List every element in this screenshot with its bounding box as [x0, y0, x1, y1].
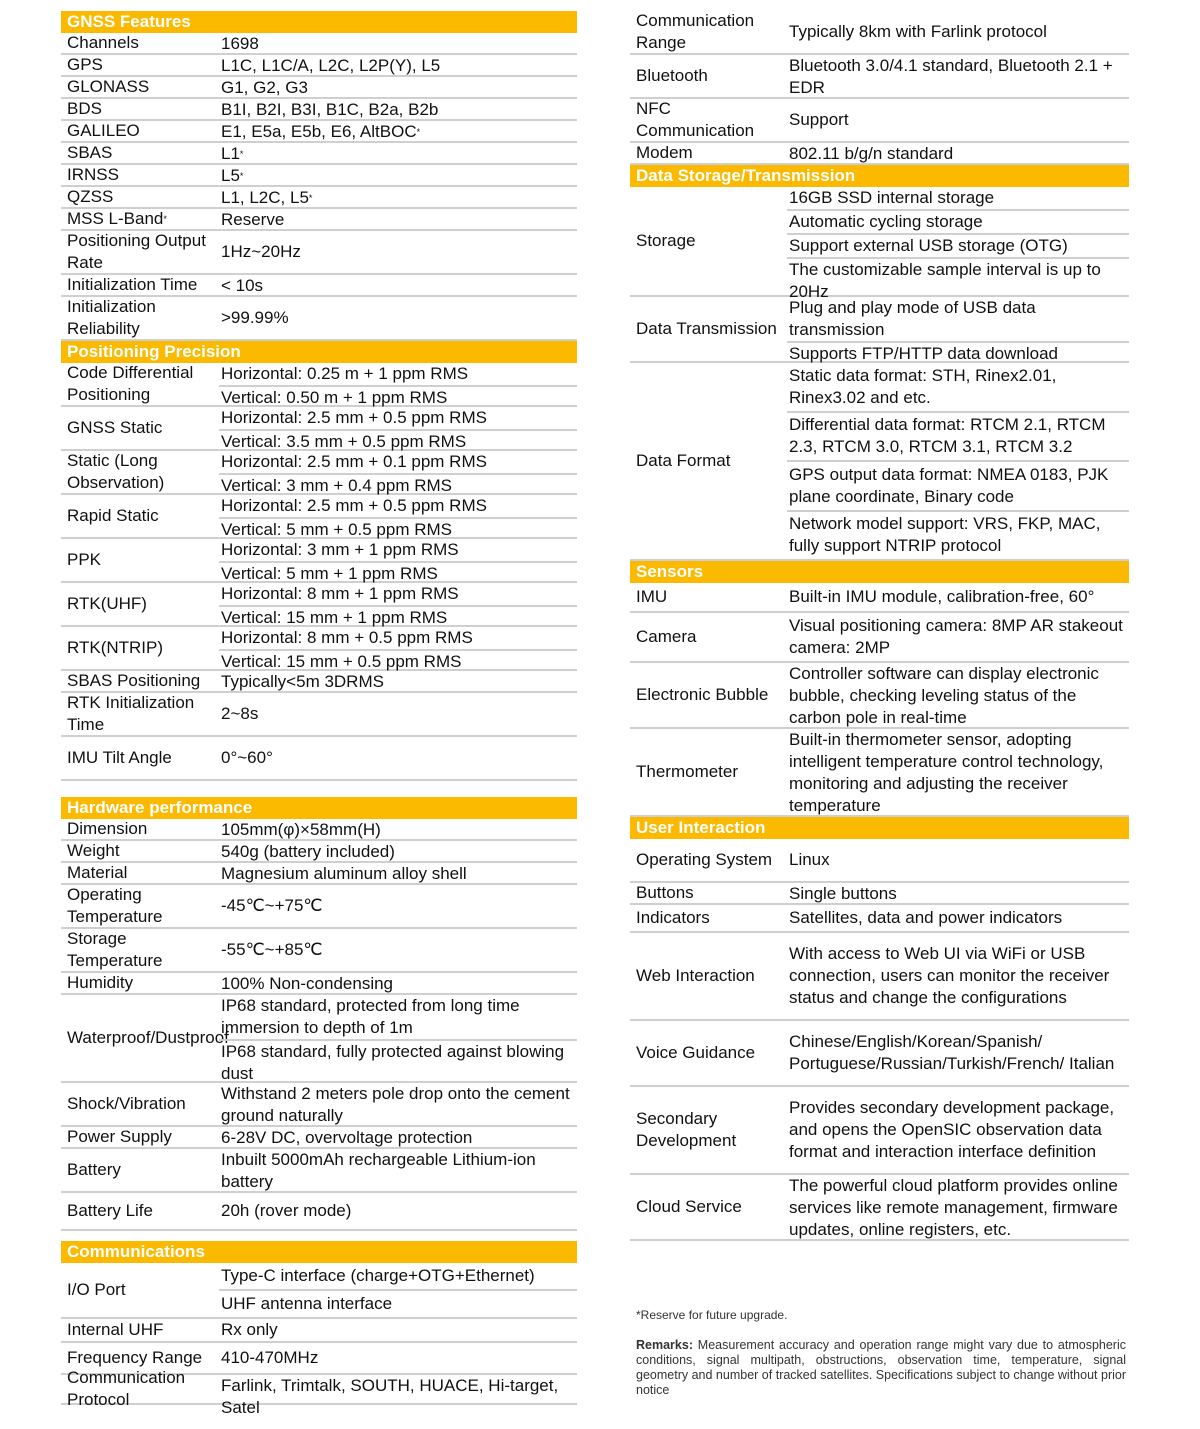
spec-row: [61, 995, 577, 1083]
spec-value: Provides secondary development package, and opens the OpenSIC observation data format and interaction interface definition: [789, 1098, 1115, 1161]
spec-row: [61, 539, 577, 583]
spec-value: 410-470MHz: [221, 1348, 319, 1367]
spec-value: Horizontal: 8 mm + 0.5 ppm RMS: [221, 628, 473, 647]
spec-label: GLONASS: [67, 77, 150, 96]
spec-row: [630, 583, 1129, 613]
remarks: [636, 1338, 1126, 1398]
spec-label: I/O Port: [67, 1280, 126, 1299]
spec-row: [630, 187, 1129, 301]
spec-row: [61, 33, 577, 55]
spec-label: NFC Communication: [636, 99, 755, 140]
spec-row: [61, 693, 577, 737]
spec-label: IMU Tilt Angle: [67, 748, 172, 767]
spec-label: QZSS: [67, 187, 114, 206]
spec-value: Differential data format: RTCM 2.1, RTCM 2.3, RTCM 3.0, RTCM 3.1, RTCM 3.2: [787, 411, 1129, 461]
spec-row: [61, 297, 577, 341]
spec-row: [61, 451, 577, 495]
spec-value: Horizontal: 2.5 mm + 0.5 ppm RMS: [221, 496, 487, 515]
spec-label: Code Differential Positioning: [67, 363, 194, 404]
spec-row: [630, 363, 1129, 561]
spec-row: [61, 495, 577, 539]
spec-value: GPS output data format: NMEA 0183, PJK plane coordinate, Binary code: [787, 460, 1129, 510]
spec-row: [61, 77, 577, 99]
spec-value: Built-in thermometer sensor, adopting intelligent temperature control technology, monitoring and adjusting the receiver temperature: [789, 730, 1104, 815]
spec-row: [630, 613, 1129, 663]
spec-label: Power Supply: [67, 1127, 172, 1146]
spec-row: [61, 1127, 577, 1149]
remarks-label: Remarks:: [636, 1338, 693, 1352]
spec-value: Vertical: 0.50 m + 1 ppm RMS: [219, 385, 577, 409]
spec-value: Linux: [789, 850, 830, 869]
spec-row: [61, 1149, 577, 1193]
spec-row: [630, 663, 1129, 729]
spec-label: Web Interaction: [636, 966, 755, 985]
spec-value: 0°~60°: [221, 748, 273, 767]
spec-row: [61, 231, 577, 275]
spec-label: Battery Life: [67, 1201, 153, 1220]
spec-value: Automatic cycling storage: [787, 209, 1129, 233]
spec-label: Voice Guidance: [636, 1043, 756, 1062]
spec-value: Vertical: 3.5 mm + 0.5 ppm RMS: [219, 429, 577, 453]
spec-row: [61, 885, 577, 929]
spec-row: [61, 121, 577, 143]
spec-value: < 10s: [221, 276, 264, 295]
footnote: *Reserve for future upgrade.: [636, 1308, 788, 1322]
spec-row: [61, 863, 577, 885]
spec-value: Supports FTP/HTTP data download: [787, 341, 1129, 365]
right-column: [630, 11, 1129, 1241]
spec-value: 802.11 b/g/n standard: [789, 144, 954, 163]
spec-row: [61, 187, 577, 209]
spec-label: MSS L-Band *: [67, 209, 167, 228]
spec-value: Reserve: [221, 210, 285, 229]
spec-value: Vertical: 3 mm + 0.4 ppm RMS: [219, 473, 577, 497]
spec-value: 1698: [221, 34, 259, 53]
spec-row: [630, 905, 1129, 933]
remarks-text: Measurement accuracy and operation range might vary due to atmospheric conditions, signal multipath, obstructions, observation time, temperature, signal geometry and number of tracked satellites. Specifications subject to change without prior notice: [636, 1338, 1126, 1397]
spec-label: Data Format: [636, 451, 731, 470]
spec-value: Vertical: 15 mm + 0.5 ppm RMS: [219, 649, 577, 673]
spec-value: Farlink, Trimtalk, SOUTH, HUACE, Hi-target, Satel: [221, 1376, 559, 1417]
spec-row: [630, 729, 1129, 817]
spec-row: [61, 929, 577, 973]
spec-value: Vertical: 5 mm + 0.5 ppm RMS: [219, 517, 577, 541]
spec-value: Support external USB storage (OTG): [787, 233, 1129, 257]
spec-value: Chinese/English/Korean/Spanish/ Portuguese/Russian/Turkish/French/ Italian: [789, 1032, 1115, 1073]
spec-label: Data Transmission: [636, 319, 777, 338]
spec-label: Operating System: [636, 850, 773, 869]
spec-label: Material: [67, 863, 128, 882]
spec-label: Storage Temperature: [67, 929, 163, 970]
spec-value: Controller software can display electronic bubble, checking leveling status of the carbon pole in real-time: [789, 664, 1099, 727]
spec-row: [61, 1193, 577, 1231]
section-title: Positioning Precision: [61, 341, 577, 363]
spec-value: Network model support: VRS, FKP, MAC, fully support NTRIP protocol: [787, 510, 1129, 560]
spec-label: Operating Temperature: [67, 885, 163, 926]
spec-label: Dimension: [67, 819, 148, 838]
spec-value: 6-28V DC, overvoltage protection: [221, 1128, 473, 1147]
spec-label: RTK(NTRIP): [67, 638, 164, 657]
spec-value: 540g (battery included): [221, 842, 395, 861]
spec-label: Buttons: [636, 883, 694, 902]
spec-value: Horizontal: 2.5 mm + 0.5 ppm RMS: [221, 408, 487, 427]
spec-row: [61, 671, 577, 693]
spec-label: Humidity: [67, 973, 134, 992]
spec-value: L5 *: [221, 166, 244, 185]
spec-label: Initialization Reliability: [67, 297, 156, 338]
spec-value: Horizontal: 8 mm + 1 ppm RMS: [221, 584, 459, 603]
spec-value: The customizable sample interval is up to 20Hz: [787, 257, 1129, 303]
spec-row: [61, 143, 577, 165]
spec-value: Horizontal: 3 mm + 1 ppm RMS: [221, 540, 459, 559]
spec-row: [61, 407, 577, 451]
spec-label: SBAS Positioning: [67, 671, 201, 690]
spec-row: [630, 143, 1129, 165]
spec-value: The powerful cloud platform provides online services like remote management, firmware updates, online registers, etc.: [789, 1176, 1118, 1239]
spec-label: Rapid Static: [67, 506, 159, 525]
spec-value: With access to Web UI via WiFi or USB connection, users can monitor the receiver status and change the configurations: [789, 944, 1110, 1007]
spec-label: Positioning Output Rate: [67, 231, 206, 272]
spec-value: -55℃~+85℃: [221, 940, 323, 959]
section-title: Hardware performance: [61, 797, 577, 819]
left-column: [61, 11, 577, 1417]
spec-row: [630, 1175, 1129, 1241]
spec-value: Horizontal: 0.25 m + 1 ppm RMS: [221, 364, 469, 383]
spec-value: Single buttons: [789, 884, 897, 903]
spec-value: Type-C interface (charge+OTG+Ethernet): [221, 1266, 535, 1285]
spec-row: [61, 275, 577, 297]
spec-row: [630, 933, 1129, 1021]
spec-value: UHF antenna interface: [219, 1289, 577, 1317]
spec-row: [630, 55, 1129, 99]
spec-label: RTK Initialization Time: [67, 693, 195, 734]
spec-label: Indicators: [636, 908, 710, 927]
spec-value: IP68 standard, protected from long time immersion to depth of 1m: [221, 996, 520, 1037]
spec-label: Battery: [67, 1160, 121, 1179]
spec-value: Vertical: 5 mm + 1 ppm RMS: [219, 561, 577, 585]
spec-label: Modem: [636, 143, 693, 162]
spec-row: [630, 883, 1129, 905]
spec-value: Support: [789, 110, 849, 129]
spec-row: [61, 1263, 577, 1319]
spec-value: Typically 8km with Farlink protocol: [789, 22, 1047, 41]
spec-label: IMU: [636, 587, 668, 606]
spec-row: [630, 11, 1129, 55]
spec-value: 105mm(φ)×58mm(H): [221, 820, 381, 839]
spec-value: IP68 standard, fully protected against blowing dust: [219, 1039, 577, 1085]
section-title: Data Storage/Transmission: [630, 165, 1129, 187]
spec-value: L1 *: [221, 144, 244, 163]
spec-label: Frequency Range: [67, 1348, 203, 1367]
spec-label: Thermometer: [636, 762, 739, 781]
spec-value: 1Hz~20Hz: [221, 242, 301, 261]
spec-value: Horizontal: 2.5 mm + 0.1 ppm RMS: [221, 452, 487, 471]
spec-value: Visual positioning camera: 8MP AR stakeout camera: 2MP: [789, 616, 1123, 657]
spec-label: Storage: [636, 231, 696, 250]
spec-row: [61, 973, 577, 995]
spec-label: SBAS: [67, 143, 113, 162]
spec-row: [61, 55, 577, 77]
spec-value: Inbuilt 5000mAh rechargeable Lithium-ion battery: [221, 1150, 536, 1191]
spec-row: [61, 583, 577, 627]
spec-label: Bluetooth: [636, 66, 708, 85]
spec-value: >99.99%: [221, 308, 289, 327]
spec-row: [630, 1021, 1129, 1087]
spec-value: 100% Non-condensing: [221, 974, 394, 993]
section-title: GNSS Features: [61, 11, 577, 33]
spec-value: Vertical: 15 mm + 1 ppm RMS: [219, 605, 577, 629]
section-title: Communications: [61, 1241, 577, 1263]
spec-value: 20h (rover mode): [221, 1201, 352, 1220]
spec-value: L1, L2C, L5 *: [221, 188, 313, 207]
spec-label: Cloud Service: [636, 1197, 742, 1216]
spec-label: Communication Protocol: [67, 1368, 186, 1409]
spec-row: [630, 297, 1129, 363]
spec-row: [61, 99, 577, 121]
spec-value: 16GB SSD internal storage: [789, 188, 995, 207]
spec-label: Camera: [636, 627, 697, 646]
spec-label: GALILEO: [67, 121, 140, 140]
spec-row: [630, 1087, 1129, 1175]
spec-value: L1C, L1C/A, L2C, L2P(Y), L5: [221, 56, 441, 75]
spec-row: [61, 841, 577, 863]
spec-value: Rx only: [221, 1320, 278, 1339]
spec-label: Initialization Time: [67, 275, 198, 294]
spec-row: [61, 1319, 577, 1343]
spec-value: E1, E5a, E5b, E6, AltBOC *: [221, 122, 421, 141]
spec-row: [61, 165, 577, 187]
spec-row: [61, 737, 577, 781]
spec-row: [61, 209, 577, 231]
spec-value: Withstand 2 meters pole drop onto the cement ground naturally: [221, 1084, 570, 1125]
spec-value: Magnesium aluminum alloy shell: [221, 864, 467, 883]
spec-label: Communication Range: [636, 11, 755, 52]
spec-value: Bluetooth 3.0/4.1 standard, Bluetooth 2.1 + EDR: [789, 56, 1113, 97]
spec-label: Weight: [67, 841, 120, 860]
spec-value: Static data format: STH, Rinex2.01, Rinex3.02 and etc.: [789, 365, 1057, 407]
spec-row: [61, 819, 577, 841]
spec-label: BDS: [67, 99, 102, 118]
spec-label: Channels: [67, 33, 139, 52]
spec-value: Satellites, data and power indicators: [789, 908, 1063, 927]
spec-label: Waterproof/Dustproof: [67, 1028, 229, 1047]
spec-row: [630, 839, 1129, 883]
spec-value: Plug and play mode of USB data transmission: [789, 298, 1036, 339]
spec-label: IRNSS: [67, 165, 119, 184]
spec-row: [61, 363, 577, 407]
spec-label: PPK: [67, 550, 102, 569]
section-title: User Interaction: [630, 817, 1129, 839]
spec-value: -45℃~+75℃: [221, 896, 323, 915]
spec-value: Typically<5m 3DRMS: [221, 672, 384, 691]
spec-row: [61, 627, 577, 671]
spec-label: Internal UHF: [67, 1320, 164, 1339]
spec-row: [61, 1368, 577, 1417]
spec-value: B1I, B2I, B3I, B1C, B2a, B2b: [221, 100, 439, 119]
spec-value: 2~8s: [221, 704, 259, 723]
spec-label: Static (Long Observation): [67, 451, 165, 492]
section-title: Sensors: [630, 561, 1129, 583]
spec-value: Built-in IMU module, calibration-free, 60°: [789, 587, 1095, 606]
spec-label: RTK(UHF): [67, 594, 147, 613]
spec-value: G1, G2, G3: [221, 78, 308, 97]
spec-label: GPS: [67, 55, 103, 74]
spec-label: GNSS Static: [67, 418, 163, 437]
spec-row: [630, 99, 1129, 143]
spec-label: Secondary Development: [636, 1109, 737, 1150]
spec-label: Shock/Vibration: [67, 1094, 186, 1113]
spec-row: [61, 1083, 577, 1127]
spec-label: Electronic Bubble: [636, 685, 769, 704]
